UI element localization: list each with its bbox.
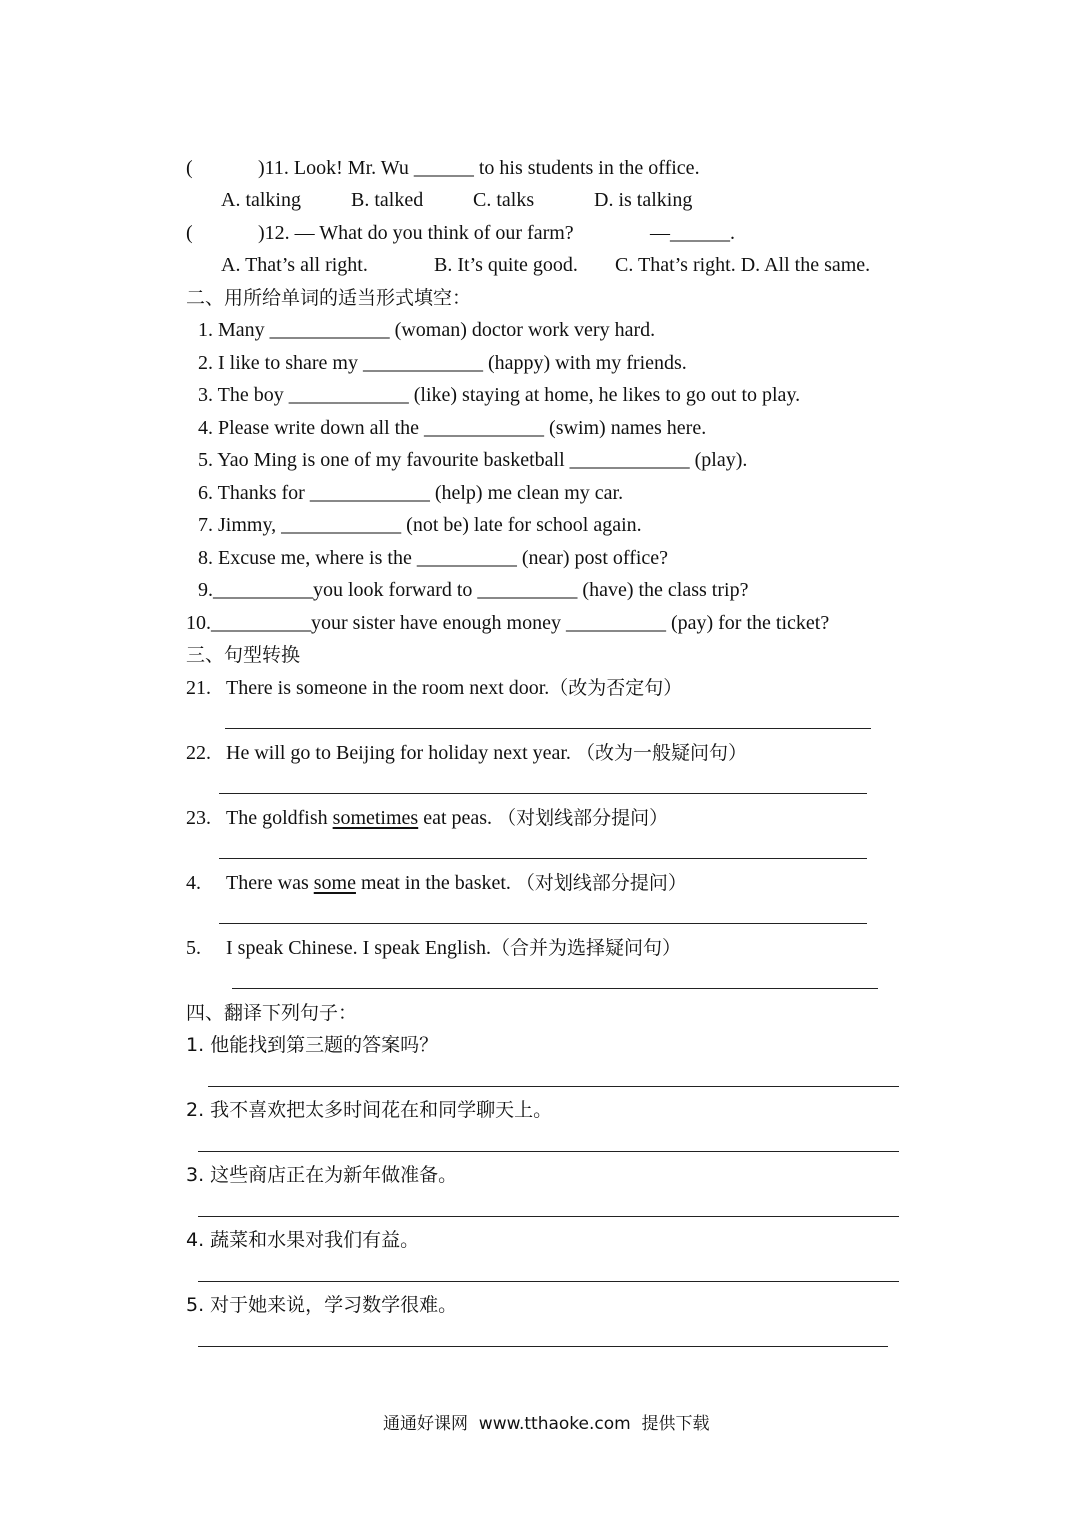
q12-reply: —______. — [650, 222, 735, 244]
q23-underlined-word: sometimes — [332, 807, 419, 829]
q4-sentence: There was some meat in the basket. （对划线部分提问） — [226, 872, 687, 894]
q4-underlined-word: some — [313, 872, 356, 894]
section4-heading: 四、翻译下列句子： — [186, 1002, 358, 1024]
fill-item-5: 5. Yao Ming is one of my favourite basketball ____________ (play). — [198, 449, 748, 471]
fill-item-6: 6. Thanks for ____________ (help) me clean my car. — [198, 482, 624, 504]
translate-answer-line-4[interactable] — [198, 1281, 899, 1282]
q21-number: 21. — [186, 677, 211, 699]
q22-number: 22. — [186, 742, 211, 764]
q4-number: 4. — [186, 872, 201, 894]
q23-number: 23. — [186, 807, 211, 829]
section2-heading: 二、用所给单词的适当形式填空： — [186, 287, 472, 309]
q5-sentence: I speak Chinese. I speak English.（合并为选择疑问句） — [226, 937, 681, 959]
q12-stem: )12. — What do you think of our farm? — [258, 222, 574, 244]
translate-answer-line-2[interactable] — [198, 1151, 899, 1152]
fill-item-10: 10.__________your sister have enough money __________ (pay) for the ticket? — [186, 612, 830, 634]
q4-answer-line[interactable] — [219, 923, 867, 924]
translate-answer-line-3[interactable] — [198, 1216, 899, 1217]
fill-item-7: 7. Jimmy, ____________ (not be) late for school again. — [198, 514, 642, 536]
fill-item-3: 3. The boy ____________ (like) staying at home, he likes to go out to play. — [198, 384, 801, 406]
q23-sentence: The goldfish sometimes eat peas. （对划线部分提问） — [226, 807, 669, 829]
q12-paren: ( — [186, 222, 193, 244]
translate-item-3: 3. 这些商店正在为新年做准备。 — [186, 1164, 458, 1186]
q11-option-b: B. talked — [351, 189, 424, 211]
translate-answer-line-1[interactable] — [208, 1086, 899, 1087]
q5-answer-line[interactable] — [232, 988, 878, 989]
q12-option-a: A. That’s all right. — [221, 254, 368, 276]
translate-item-5: 5. 对于她来说，学习数学很难。 — [186, 1294, 458, 1316]
q22-answer-line[interactable] — [219, 793, 867, 794]
q11-option-d: D. is talking — [594, 189, 693, 211]
q12-option-b: B. It’s quite good. — [434, 254, 578, 276]
fill-item-9: 9.__________you look forward to __________ (have) the class trip? — [198, 579, 749, 601]
fill-item-2: 2. I like to share my ____________ (happy) with my friends. — [198, 352, 687, 374]
q23-answer-line[interactable] — [219, 858, 867, 859]
q5-number: 5. — [186, 937, 201, 959]
q21-sentence: There is someone in the room next door.（改为否定句） — [226, 677, 683, 699]
section3-heading: 三、句型转换 — [186, 644, 301, 666]
fill-item-8: 8. Excuse me, where is the __________ (near) post office? — [198, 547, 669, 569]
q11-option-a: A. talking — [221, 189, 301, 211]
translate-item-4: 4. 蔬菜和水果对我们有益。 — [186, 1229, 420, 1251]
q22-sentence: He will go to Beijing for holiday next year. （改为一般疑问句） — [226, 742, 747, 764]
fill-item-4: 4. Please write down all the ____________ (swim) names here. — [198, 417, 707, 439]
q21-answer-line[interactable] — [225, 728, 871, 729]
q11-stem: )11. Look! Mr. Wu ______ to his students in the office. — [258, 157, 700, 179]
translate-answer-line-5[interactable] — [198, 1346, 888, 1347]
fill-item-1: 1. Many ____________ (woman) doctor work very hard. — [198, 319, 656, 341]
footer-text: 通通好课网 www.tthaoke.com 提供下载 — [383, 1414, 710, 1434]
q12-option-cd: C. That’s right. D. All the same. — [615, 254, 871, 276]
translate-item-1: 1. 他能找到第三题的答案吗？ — [186, 1034, 439, 1056]
q11-paren: ( — [186, 157, 193, 179]
translate-item-2: 2. 我不喜欢把太多时间花在和同学聊天上。 — [186, 1099, 553, 1121]
q11-option-c: C. talks — [473, 189, 535, 211]
